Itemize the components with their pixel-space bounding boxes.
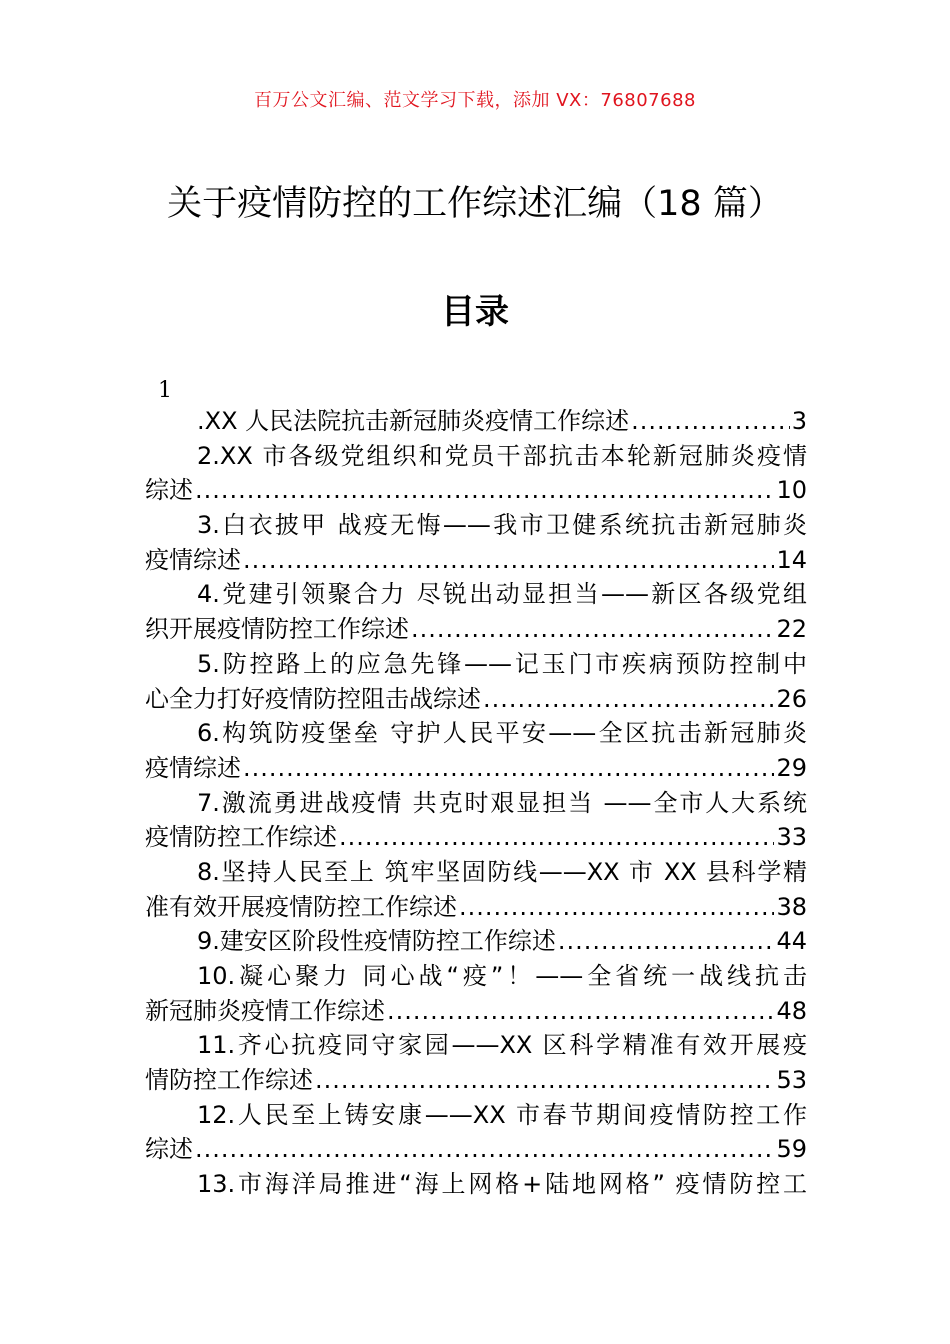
toc-entry-title: 12.人民至上铸安康——XX 市春节期间疫情防控工作 (197, 1100, 807, 1129)
toc-entry-page: 59 (776, 1135, 807, 1164)
toc-entry[interactable] (145, 577, 807, 646)
toc-entry-page: 22 (776, 615, 807, 644)
toc-entry-title: 10.凝心聚力 同心战“疫”！——全省统一战线抗击 (197, 962, 807, 990)
header-note: 百万公文汇编、范文学习下载，添加 VX：76807688 (254, 90, 696, 111)
toc-dot-leader (339, 820, 774, 855)
toc-entry-page: 53 (776, 1066, 807, 1095)
toc-entry-title: 9.建安区阶段性疫情防控工作综述 (197, 927, 556, 956)
toc-entry[interactable] (145, 1028, 807, 1097)
toc-entry[interactable] (145, 404, 807, 439)
toc-dot-leader (483, 682, 774, 717)
toc-entry[interactable] (145, 1167, 807, 1202)
toc-entry-title: 7.激流勇进战疫情 共克时艰显担当 ——全市人大系统 (197, 788, 807, 817)
toc-dot-leader (195, 473, 774, 508)
toc-entry[interactable] (145, 508, 807, 577)
toc-entry-page: 26 (776, 684, 807, 713)
toc-dot-leader (631, 404, 790, 439)
toc-entry-title-cont: 新冠肺炎疫情工作综述 (145, 996, 385, 1025)
toc-dot-leader (558, 924, 775, 959)
toc-dot-leader (243, 543, 774, 578)
toc-entry-title-cont: 疫情防控工作综述 (145, 823, 337, 852)
toc-entry[interactable] (145, 924, 807, 959)
toc-entry-page: 44 (776, 927, 807, 956)
toc-entry-title: 2.XX 市各级党组织和党员干部抗击本轮新冠肺炎疫情 (197, 441, 807, 470)
toc-entry-page: 3 (791, 407, 807, 435)
toc-entry-page: 29 (776, 753, 807, 782)
toc-dot-leader (195, 1132, 774, 1167)
toc-page-marker: 1 (158, 378, 172, 403)
toc-entry-title-cont: 综述 (145, 1135, 193, 1164)
toc-entry-title-cont: 准有效开展疫情防控工作综述 (145, 892, 457, 921)
toc-dot-leader (387, 994, 774, 1029)
toc-entry-page: 48 (776, 996, 807, 1025)
toc-entry-title: .XX 人民法院抗击新冠肺炎疫情工作综述 (197, 407, 630, 435)
toc-entry[interactable] (145, 786, 807, 855)
toc-entry-title: 8.坚持人民至上 筑牢坚固防线——XX 市 XX 县科学精 (197, 857, 807, 886)
toc-entry[interactable] (145, 855, 807, 924)
toc-entry-title-cont: 疫情综述 (145, 545, 241, 574)
toc-entry[interactable] (145, 716, 807, 785)
toc-entry-title-cont: 综述 (145, 476, 193, 505)
toc-entry-title: 3.白衣披甲 战疫无悔——我市卫健系统抗击新冠肺炎 (197, 511, 807, 540)
toc-entry-page: 33 (776, 823, 807, 852)
toc-entry-title: 6.构筑防疫堡垒 守护人民平安——全区抗击新冠肺炎 (197, 719, 807, 748)
toc-entry-title: 4.党建引领聚合力 尽锐出动显担当——新区各级党组 (197, 580, 807, 609)
toc-entry-title: 13.市海洋局推进“海上网格+陆地网格” 疫情防控工 (197, 1170, 807, 1199)
toc-title: 目录 (441, 292, 509, 332)
toc-entry-page: 10 (776, 476, 807, 505)
toc-entry[interactable] (145, 959, 807, 1028)
toc-dot-leader (411, 612, 774, 647)
toc-entry-title: 11.齐心抗疫同守家园——XX 区科学精准有效开展疫 (197, 1031, 807, 1060)
toc-entry-title-cont: 情防控工作综述 (145, 1066, 313, 1095)
toc-entry-page: 14 (776, 545, 807, 574)
toc-entry-title-cont: 织开展疫情防控工作综述 (145, 615, 409, 644)
toc-entry-page: 38 (776, 892, 807, 921)
toc-entry-title-cont: 疫情综述 (145, 753, 241, 782)
toc-entry[interactable] (145, 439, 807, 508)
toc-dot-leader (459, 890, 774, 925)
toc-entry[interactable] (145, 1098, 807, 1167)
toc-entry-title-cont: 心全力打好疫情防控阻击战综述 (145, 684, 481, 713)
toc-dot-leader (315, 1063, 774, 1098)
toc-dot-leader (243, 751, 774, 786)
toc-list (145, 404, 807, 1202)
toc-entry[interactable] (145, 647, 807, 716)
toc-entry-title: 5.防控路上的应急先锋——记玉门市疾病预防控制中 (197, 649, 807, 678)
document-title: 关于疫情防控的工作综述汇编（18 篇） (167, 184, 783, 224)
